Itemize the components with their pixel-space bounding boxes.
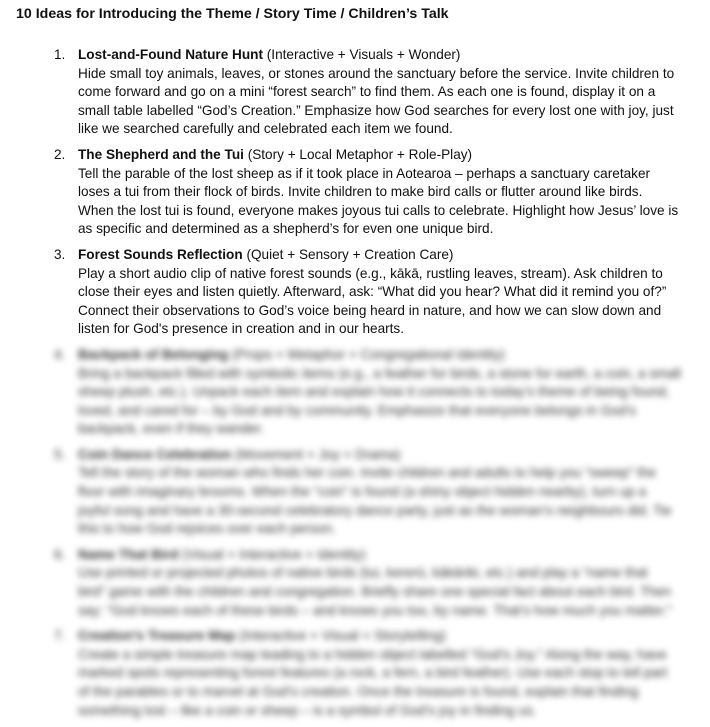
idea-line: floor with imaginary brooms. When the “coin” is found (a shiny object hidden nearby), turn up a bbox=[78, 484, 647, 500]
idea-description bbox=[78, 165, 694, 239]
document-title: 10 Ideas for Introducing the Theme / Story Time / Children’s Talk bbox=[16, 6, 449, 22]
idea-tags: (Interactive + Visuals + Wonder) bbox=[266, 47, 461, 62]
idea-number: 7. bbox=[54, 628, 66, 644]
idea-line: Tell the parable of the lost sheep as if it took place in Aotearoa – perhaps a sanctuary caretaker bbox=[78, 165, 651, 181]
idea-item bbox=[54, 246, 694, 339]
idea-line: sheep plush, etc.). Unpack each item and explain how it connects to today’s theme of being found, bbox=[78, 384, 670, 400]
idea-item bbox=[54, 546, 694, 620]
idea-title: Forest Sounds Reflection bbox=[78, 246, 243, 262]
idea-line: come forward and go on a mini “forest search” to find them. As each one is found, display it on a bbox=[78, 84, 656, 100]
idea-line: marked spots representing forest features (a rock, a fern, a bird feather). Use each stop to tell part bbox=[78, 665, 668, 681]
idea-item bbox=[54, 446, 694, 539]
idea-line: Bring a backpack filled with symbolic items (e.g., a feather for birds, a stone for earth, a coin, a small bbox=[78, 365, 681, 381]
idea-description bbox=[78, 65, 694, 139]
idea-list bbox=[0, 46, 710, 727]
idea-item bbox=[54, 46, 694, 139]
idea-number: 3. bbox=[54, 246, 66, 262]
idea-description bbox=[78, 265, 694, 339]
idea-title: Creation’s Treasure Map bbox=[78, 628, 236, 644]
idea-line: loved, and cared for – by God and by community. Emphasize that everyone belongs in God’s bbox=[78, 402, 636, 418]
idea-line: say: “God knows each of these birds – and knows you too, by name. That’s how much you matter.” bbox=[78, 602, 672, 618]
idea-number: 4. bbox=[54, 346, 66, 362]
idea-title: Name That Bird bbox=[78, 546, 179, 562]
idea-line: Hide small toy animals, leaves, or stones around the sanctuary before the service. Invite children to bbox=[78, 65, 675, 81]
idea-line: like we searched carefully and celebrated each item we found. bbox=[78, 121, 453, 137]
idea-line: bird” game with the children and congregation. Briefly share one special fact about each bird. Then bbox=[78, 584, 671, 600]
idea-line: something lost – like a coin or sheep – is a symbol of God’s joy in finding us. bbox=[78, 702, 537, 718]
idea-title: Backpack of Belonging bbox=[78, 346, 229, 362]
idea-line: as specific and determined as a shepherd’s for even one unique bird. bbox=[78, 221, 494, 237]
idea-line: this to how God rejoices over each person. bbox=[78, 521, 336, 537]
idea-line: of the parables or to marvel at God’s creation. Once the treasure is found, explain that finding bbox=[78, 684, 639, 699]
idea-line: Use printed or projected photos of native birds (tui, kererū, kākāriki, etc.) and play a “name that bbox=[78, 565, 648, 581]
idea-item bbox=[54, 346, 694, 439]
idea-line: When the lost tui is found, everyone makes joyous tui calls to celebrate. Highlight how Jesus’ love is bbox=[78, 202, 679, 218]
idea-line: small table labelled “God’s Creation.” Emphasize how God searches for every lost one with joy, just bbox=[78, 102, 674, 118]
idea-line: close their eyes and listen quietly. Afterward, ask: “What did you hear? What did it remind you of?” bbox=[78, 284, 667, 300]
idea-number: 6. bbox=[54, 546, 66, 562]
idea-line: Create a simple treasure map leading to a hidden object labelled “God’s Joy.” Along the way, have bbox=[78, 646, 667, 662]
idea-line: loses a tui from their flock of birds. Invite children to make bird calls or flutter around like birds. bbox=[78, 184, 643, 200]
idea-tags: (Quiet + Sensory + Creation Care) bbox=[246, 246, 454, 262]
idea-description bbox=[78, 646, 694, 720]
idea-line: listen for God's presence in creation and in our hearts. bbox=[78, 321, 405, 337]
idea-tags: (Visual + Interactive + Identity) bbox=[182, 546, 366, 562]
idea-title: Coin Dance Celebration bbox=[78, 446, 232, 462]
idea-line: joyful song and have a 30-second celebratory dance party, just as the woman’s neighbours did. Tie bbox=[78, 502, 672, 518]
idea-line: Play a short audio clip of native forest sounds (e.g., kākā, rustling leaves, stream). Ask children to bbox=[78, 265, 663, 281]
idea-description bbox=[78, 564, 694, 620]
idea-description bbox=[78, 365, 694, 439]
idea-title: Lost-and-Found Nature Hunt bbox=[78, 47, 263, 62]
idea-tags: (Story + Local Metaphor + Role-Play) bbox=[247, 146, 473, 162]
idea-description bbox=[78, 464, 694, 538]
idea-number: 5. bbox=[54, 446, 66, 462]
idea-line: backpack, even if they wander. bbox=[78, 421, 264, 437]
idea-number: 2. bbox=[54, 146, 66, 162]
idea-tags: (Movement + Joy + Drama) bbox=[235, 446, 401, 462]
idea-tags: (Interactive + Visual + Storytelling) bbox=[239, 628, 446, 644]
idea-item bbox=[54, 627, 694, 720]
idea-number: 1. bbox=[54, 47, 66, 62]
idea-line: Tell the story of the woman who finds her coin. Invite children and adults to help you “sweep” the bbox=[78, 465, 657, 481]
idea-title: The Shepherd and the Tui bbox=[78, 146, 244, 162]
idea-tags: (Props + Metaphor + Congregational Identity) bbox=[232, 346, 505, 362]
idea-line: Connect their observations to God’s voice being heard in nature, and how we can slow down and bbox=[78, 302, 662, 318]
idea-item bbox=[54, 146, 694, 239]
